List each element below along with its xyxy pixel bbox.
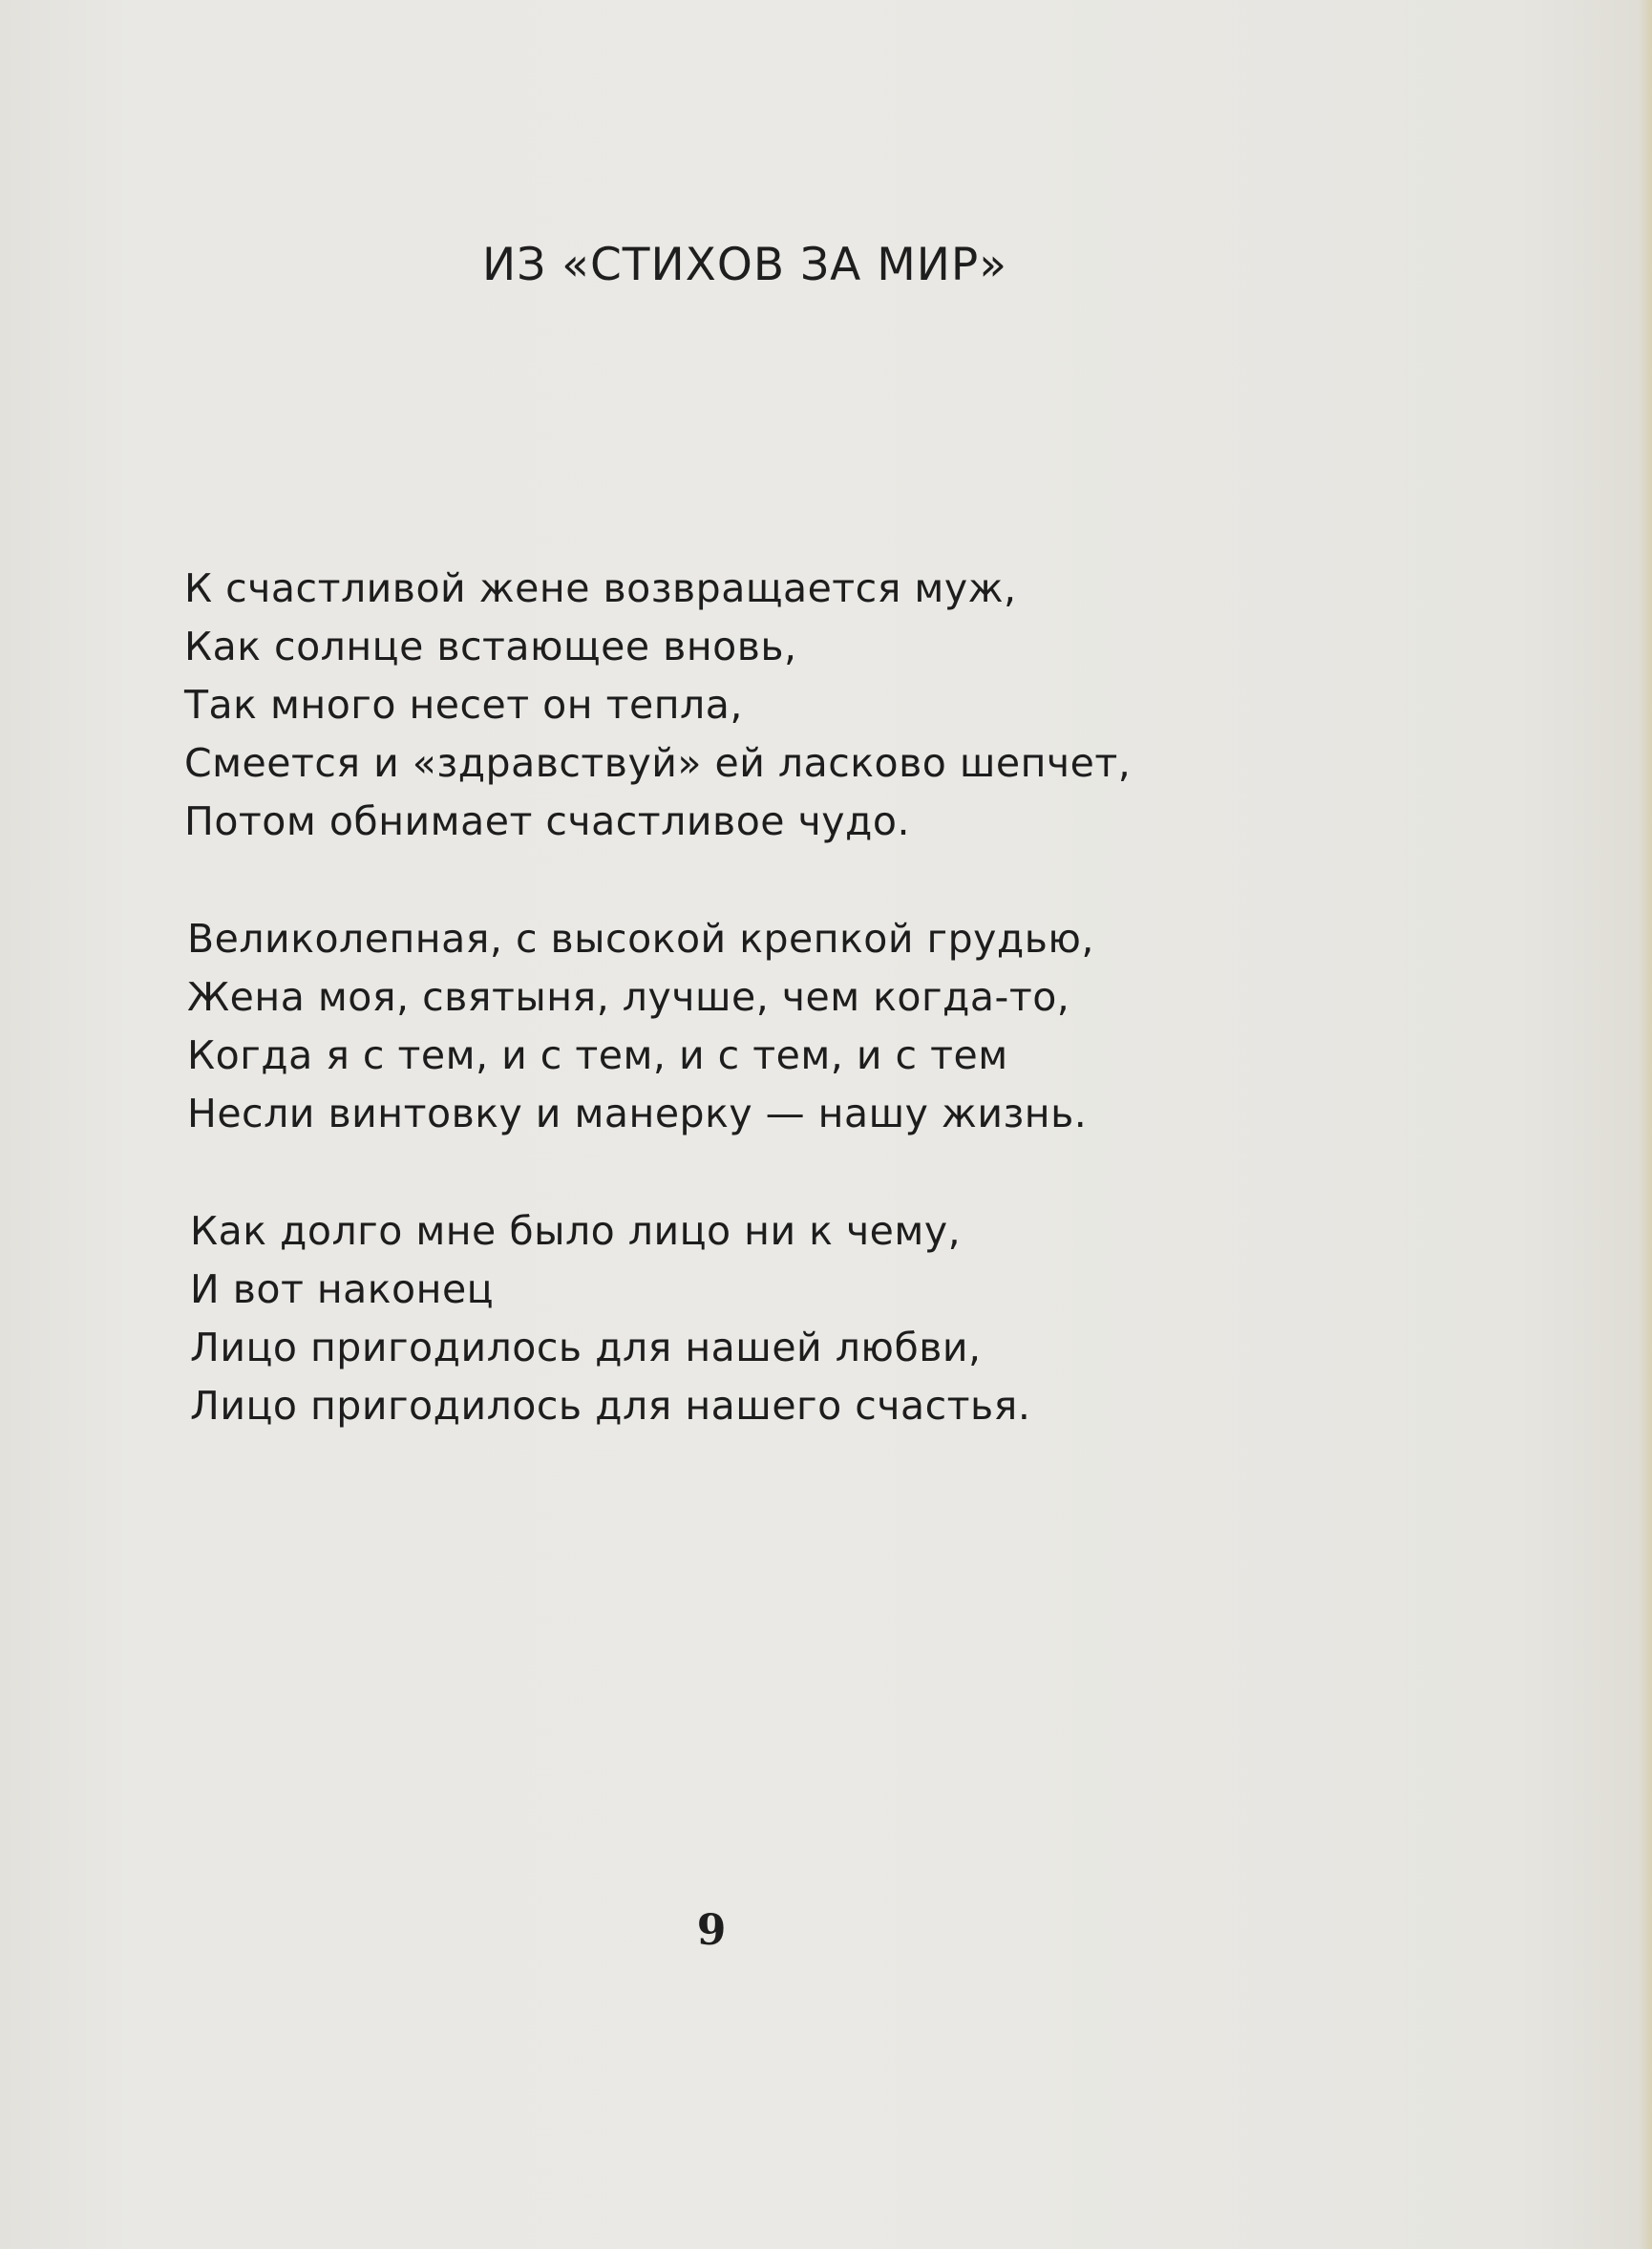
poem-line: Потом обнимает счастливое чудо. xyxy=(184,798,910,844)
poem-line: Когда я с тем, и с тем, и с тем, и с тем xyxy=(187,1032,1008,1078)
stanza-2 xyxy=(184,910,1131,1143)
poem-line: Жена моя, святыня, лучше, чем когда-то, xyxy=(187,974,1070,1020)
poem-line: К счастливой жене возвращается муж, xyxy=(184,565,1017,611)
poem-line: Так много несет он тепла, xyxy=(184,682,743,728)
poem-line: Несли винтовку и манерку — нашу жизнь. xyxy=(187,1091,1088,1136)
poem-line: И вот наконец xyxy=(190,1266,495,1312)
poem-line: Лицо пригодилось для нашего счастья. xyxy=(190,1383,1031,1429)
poem-title: ИЗ «СТИХОВ ЗА МИР» xyxy=(481,239,1008,291)
poem-line: Смеется и «здравствуй» ей ласково шепчет, xyxy=(184,740,1132,786)
page-number: 9 xyxy=(696,1906,727,1955)
poem-line: Лицо пригодилось для нашей любви, xyxy=(190,1325,982,1370)
poem-line: Великолепная, с высокой крепкой грудью, xyxy=(187,916,1094,962)
poem-line: Как долго мне было лицо ни к чему, xyxy=(190,1208,962,1254)
stanza-1 xyxy=(184,560,1131,851)
poem-line: Как солнце встающее вновь, xyxy=(184,624,797,669)
stanza-3 xyxy=(184,1202,1131,1435)
poem-body xyxy=(184,560,1131,1495)
page-edge-shadow xyxy=(1639,0,1652,2249)
